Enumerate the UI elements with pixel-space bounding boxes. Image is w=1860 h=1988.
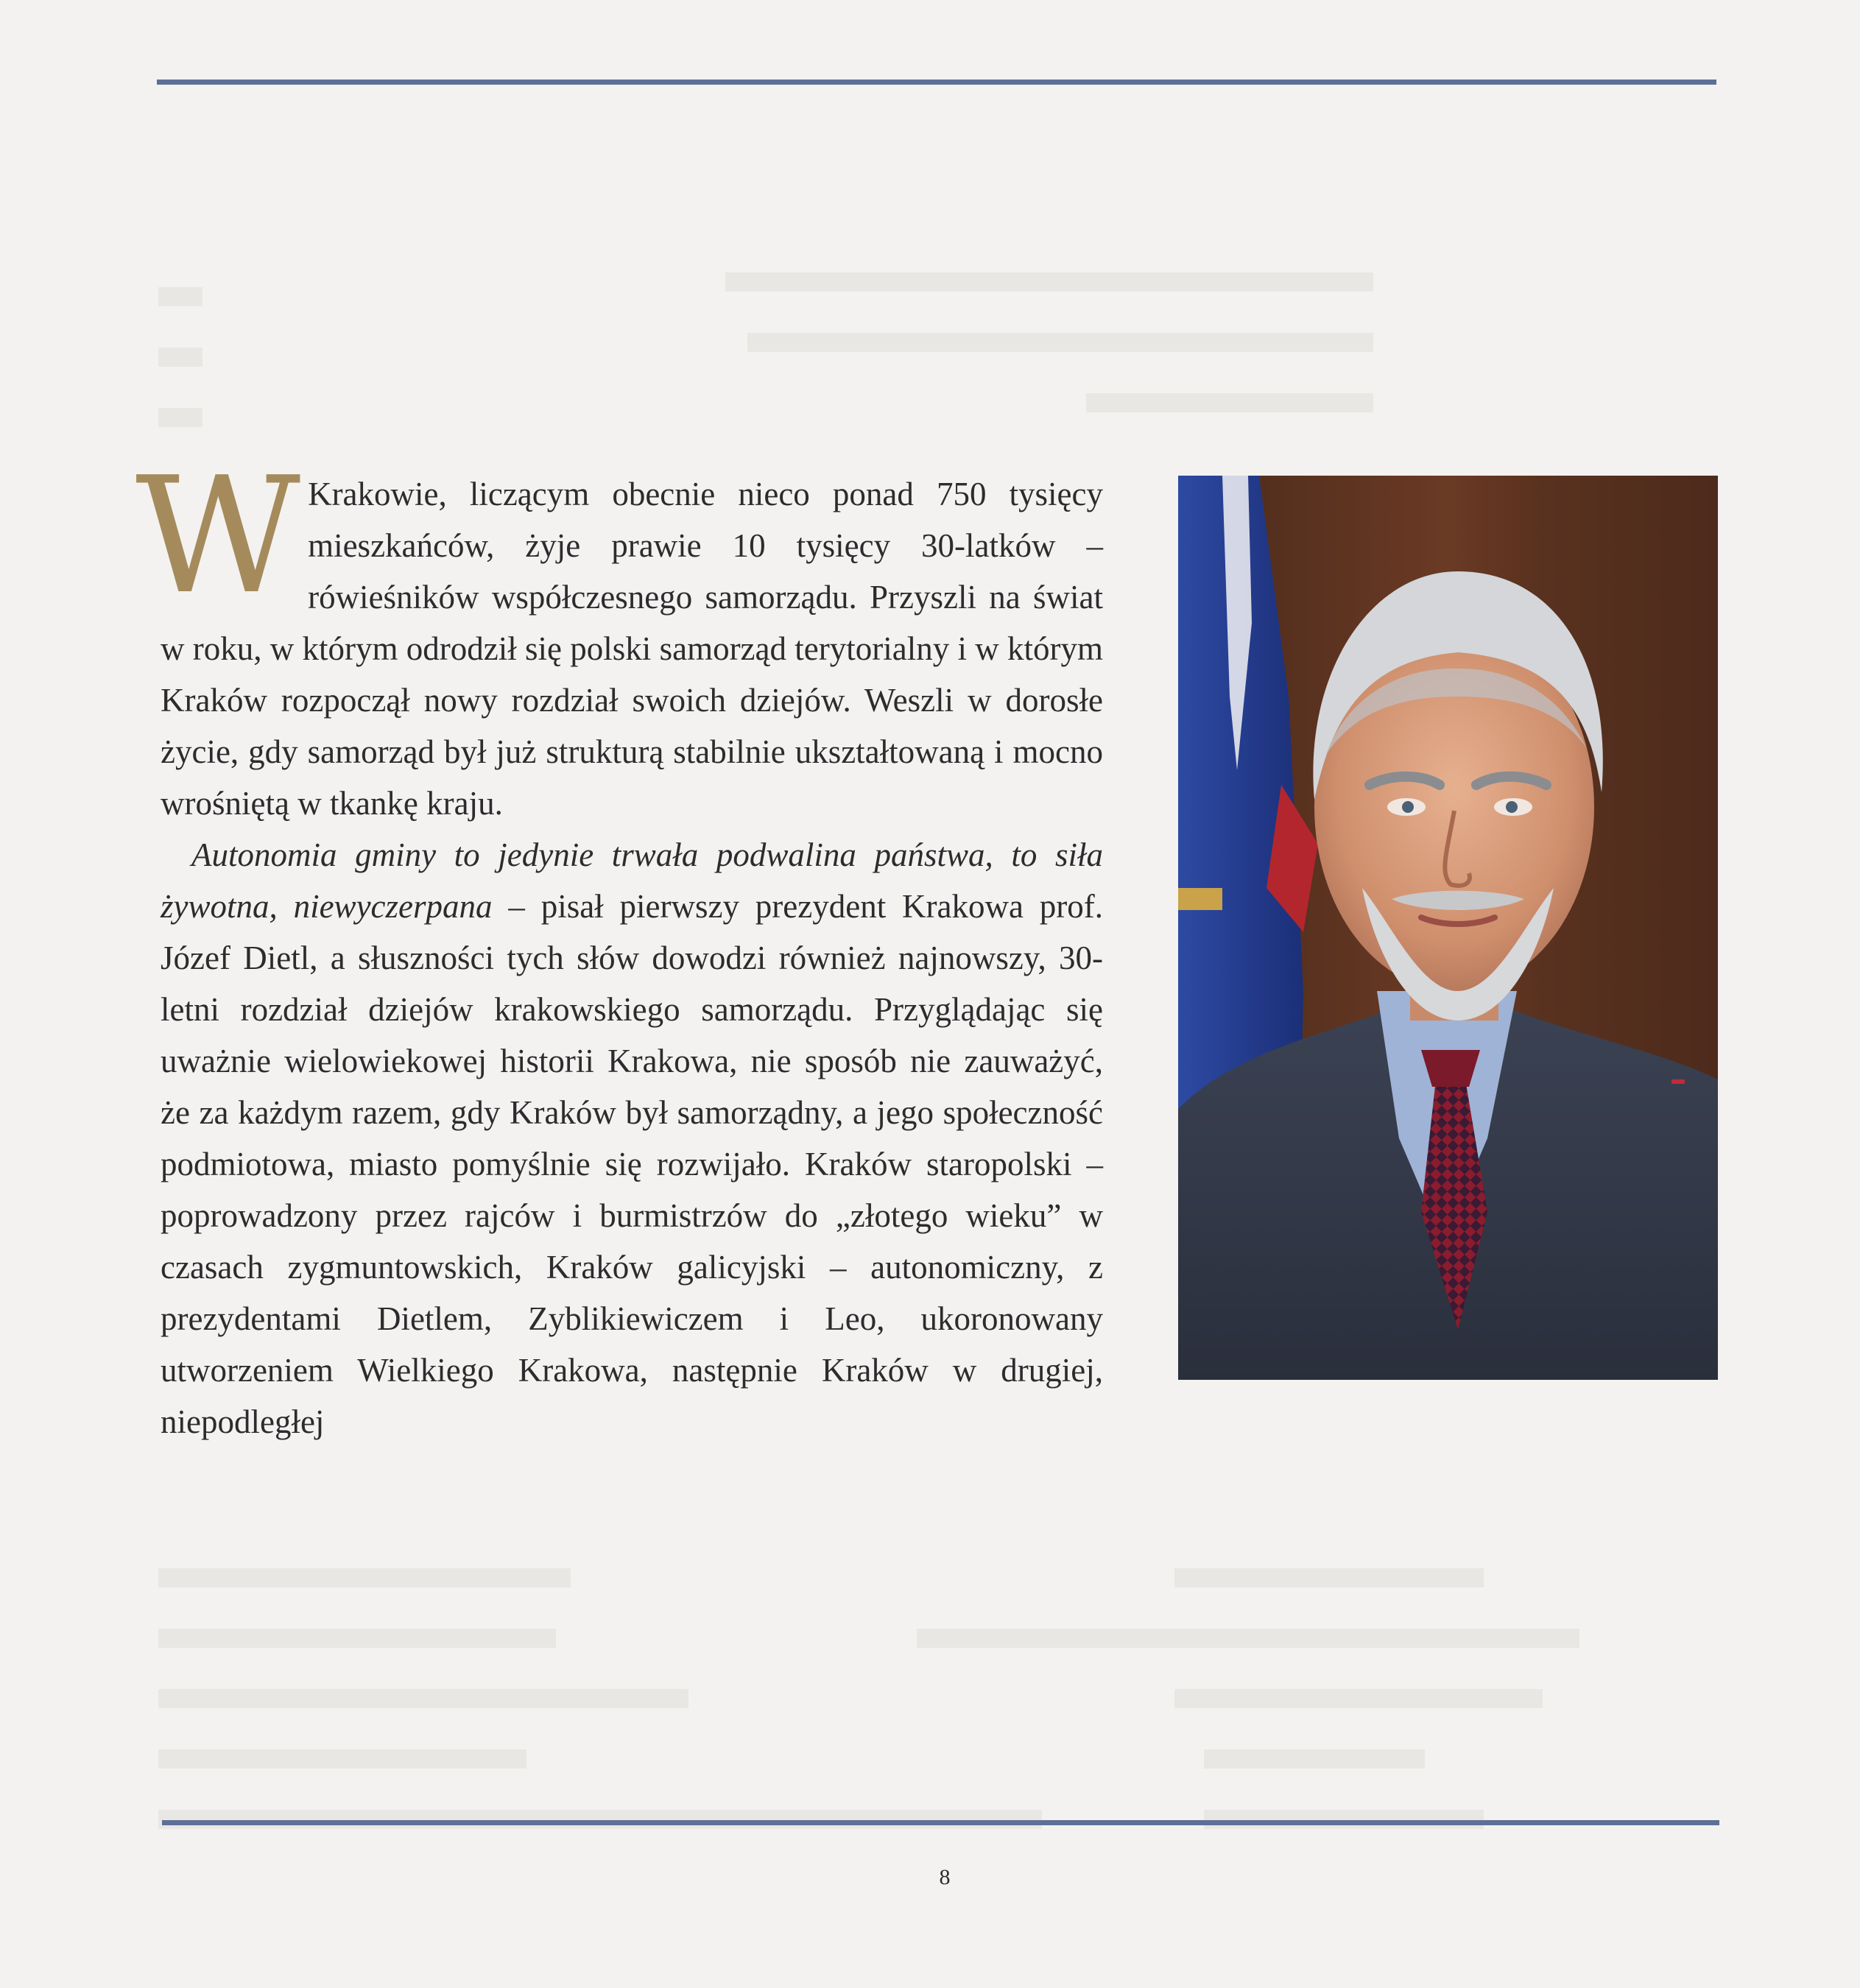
paragraph-2 bbox=[161, 829, 1103, 1448]
paragraph-1 bbox=[135, 443, 1103, 829]
paragraph-1-text: Krakowie, liczącym obecnie nieco ponad 750 tysięcy mieszkańców, żyje prawie 10 tysięcy 30-latków – rówieśników współczesnego samorządu. Przyszli na świat w roku, w którym odrodził się polski samorząd terytorialny i w którym Kraków rozpoczął nowy rozdział swoich dziejów. Weszli w dorosłe życie, gdy samorząd był już strukturą stabilnie ukształtowaną i mocno wrośniętą w tkankę kraju. bbox=[161, 476, 1103, 822]
dietl-quote: Autonomia gminy to jedynie trwała podwalina państwa, to siła żywotna, niewyczerpana bbox=[161, 836, 1103, 925]
page-number: 8 bbox=[939, 1865, 951, 1889]
portrait-photo bbox=[1178, 476, 1718, 1380]
paragraph-2-text: – pisał pierwszy prezydent Krakowa prof. Józef Dietl, a słuszności tych słów dowodzi również najnowszy, 30-letni rozdział dziejów krakowskiego samorządu. Przyglądając się uważnie wielowiekowej historii Krakowa, nie sposób nie zauważyć, że za każdym razem, gdy Kraków był samorządny, a jego społeczność podmiotowa, miasto pomyślnie się rozwijało. Kraków staropolski – poprowadzony przez rajców i burmistrzów do „złotego wieku” w czasach zygmuntowskich, Kraków galicyjski – autonomiczny, z prezydentami Dietlem, Zyblikiewiczem i Leo, ukoronowany utworzeniem Wielkiego Krakowa, następnie Kraków w drugiej, niepodległej bbox=[161, 888, 1104, 1440]
top-rule bbox=[157, 80, 1716, 85]
drop-cap: W bbox=[135, 443, 294, 630]
portrait-illustration bbox=[1178, 476, 1718, 1380]
bottom-rule bbox=[162, 1820, 1719, 1825]
article-body bbox=[135, 443, 1104, 1448]
